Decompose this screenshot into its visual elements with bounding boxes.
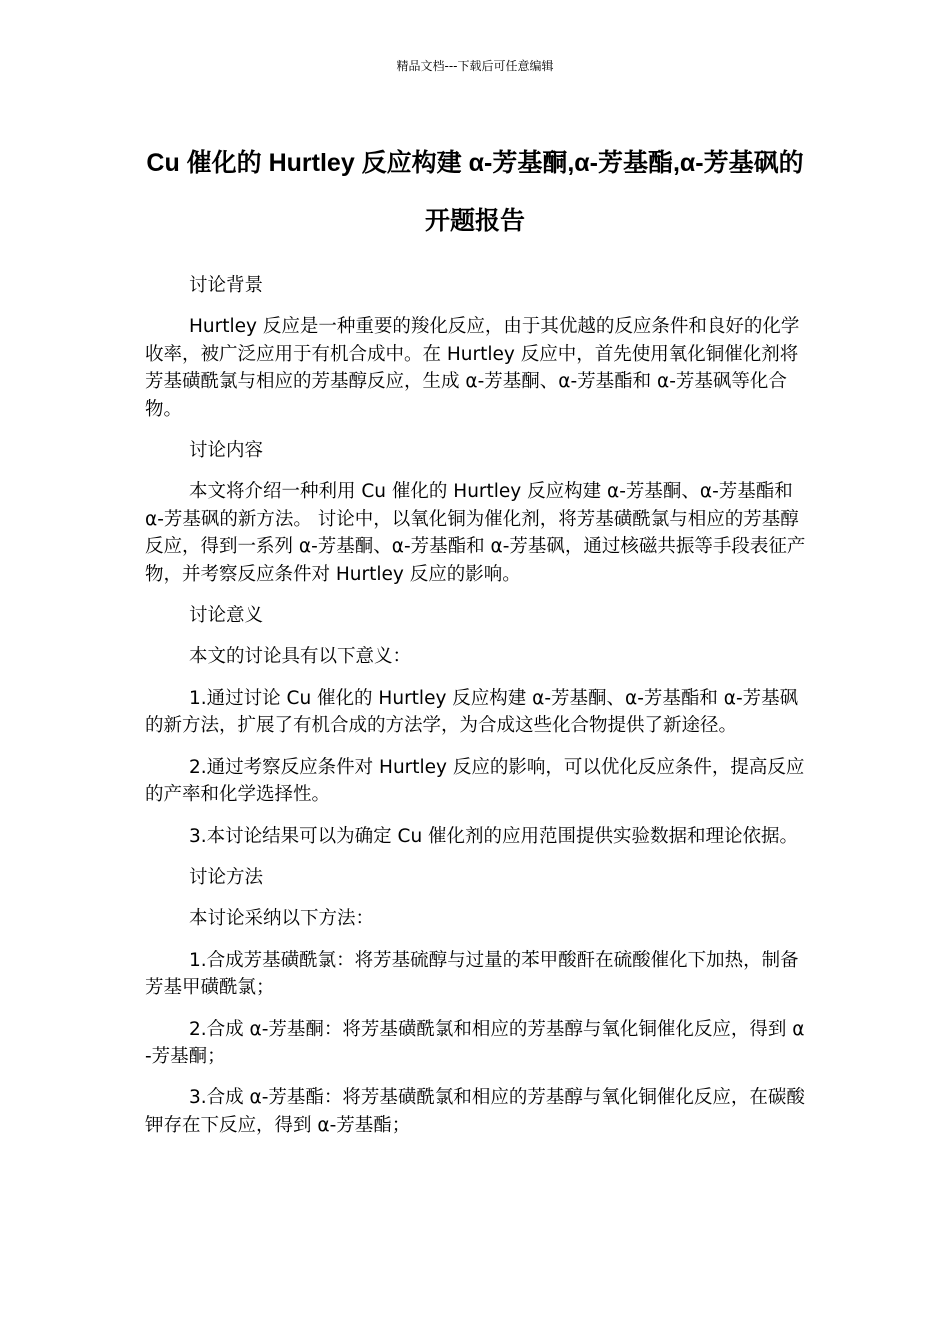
paragraph-significance-intro: 本文的讨论具有以下意义：	[189, 646, 412, 668]
section-heading-significance: 讨论意义	[189, 605, 264, 627]
document-body	[145, 272, 807, 1153]
list-item-significance-1: 1.通过讨论 Cu 催化的 Hurtley 反应构建 α-芳基酮、α-芳基酯和 α-芳基砜的新方法，扩展了有机合成的方法学，为合成这些化合物提供了新途径。	[145, 687, 799, 737]
header-note: 精品文档---下载后可任意编辑	[396, 59, 554, 73]
section-heading-content: 讨论内容	[189, 440, 264, 462]
paragraph-content: 本文将介绍一种利用 Cu 催化的 Hurtley 反应构建 α-芳基酮、α-芳基酯和 α-芳基砜的新方法。 讨论中，以氧化铜为催化剂，将芳基磺酰氯与相应的芳基醇反应，得到一系列 α-芳基酮、α-芳基酯和 α-芳基砜，通过核磁共振等手段表征产物，并考察反应条件对 Hurtley 反应的影响。	[145, 481, 806, 585]
section-heading-background: 讨论背景	[189, 275, 264, 296]
list-item-significance-3: 3.本讨论结果可以为确定 Cu 催化剂的应用范围提供实验数据和理论依据。	[189, 825, 799, 847]
list-item-method-1: 1.合成芳基磺酰氯：将芳基硫醇与过量的苯甲酸酐在硫酸催化下加热，制备芳基甲磺酰氯；	[145, 949, 799, 999]
document-title: Cu 催化的 Hurtley 反应构建 α-芳基酮,α-芳基酯,α-芳基砜的开题报告	[146, 149, 804, 235]
paragraph-background: Hurtley 反应是一种重要的羧化反应，由于其优越的反应条件和良好的化学收率，被广泛应用于有机合成中。在 Hurtley 反应中，首先使用氧化铜催化剂将芳基磺酰氯与相应的芳基醇反应，生成 α-芳基酮、α-芳基酯和 α-芳基砜等化合物。	[145, 316, 800, 420]
list-item-method-2: 2.合成 α-芳基酮：将芳基磺酰氯和相应的芳基醇与氧化铜催化反应，得到 α-芳基酮；	[145, 1018, 805, 1067]
paragraph-method-intro: 本讨论采纳以下方法：	[189, 908, 375, 930]
list-item-significance-2: 2.通过考察反应条件对 Hurtley 反应的影响，可以优化反应条件，提高反应的产率和化学选择性。	[145, 756, 805, 806]
list-item-method-3: 3.合成 α-芳基酯：将芳基磺酰氯和相应的芳基醇与氧化铜催化反应，在碳酸钾存在下反应，得到 α-芳基酯；	[145, 1087, 805, 1136]
section-heading-method: 讨论方法	[189, 866, 264, 888]
